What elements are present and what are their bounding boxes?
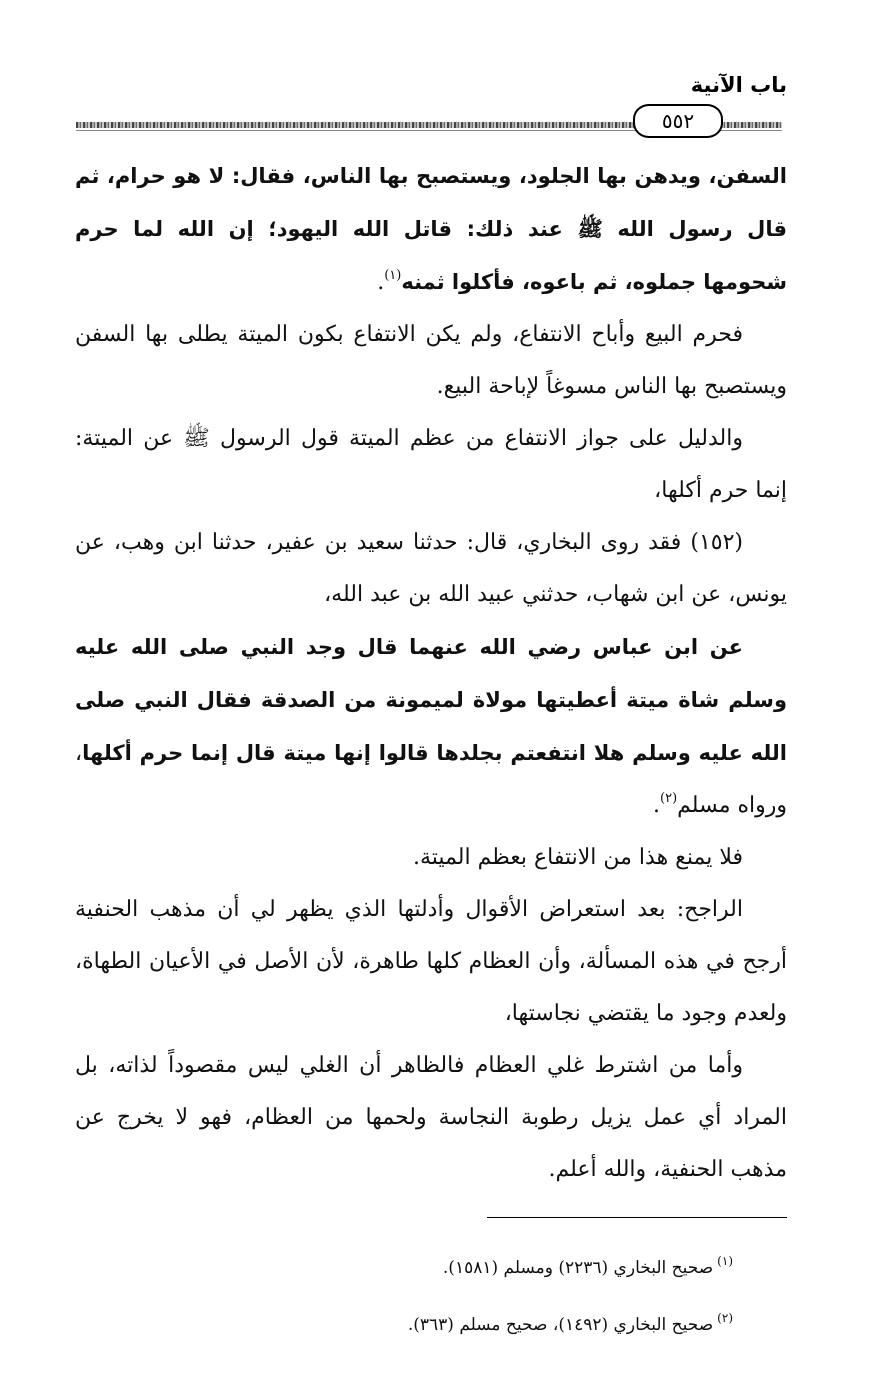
running-head: باب الآنية — [690, 73, 787, 97]
footnote-1 — [133, 1236, 733, 1293]
paragraph-tail-end: . — [653, 793, 661, 818]
page-number: ٥٥٢ — [633, 104, 723, 138]
paragraph-no-prohibition: فلا يمنع هذا من الانتفاع بعظم الميتة. — [413, 845, 743, 870]
paragraph-hadith-ibn-abbas — [75, 621, 787, 832]
footnote-rule — [487, 1217, 787, 1218]
hadith-text-bold: السفن، ويدهن بها الجلود، ويستصبح بها الناس، فقال: لا هو حرام، ثم قال رسول الله ﷺ عند ذلك: قاتل الله اليهود؛ إن الله لما حرم شحومها جملوه، ثم باعوه، فأكلوا ثمنه — [75, 164, 787, 294]
paragraph-preferred-view: الراجح: بعد استعراض الأقوال وأدلتها الذي يظهر لي أن مذهب الحنفية أرجح في هذه المسألة، وأن العظام كلها طاهرة، لأن الأصل في الأعيان الطهاة، ولعدم وجود ما يقتضي نجاستها، — [75, 897, 787, 1026]
paragraph-boiling-bones: وأما من اشترط غلي العظام فالظاهر أن الغلي ليس مقصوداً لذاته، بل المراد أي عمل يزيل رطوبة النجاسة ولحمها من العظام، فهو لا يخرج عن مذهب الحنفية، والله أعلم. — [75, 1053, 787, 1182]
footnote-text: صحيح البخاري (٢٢٣٦) ومسلم (١٥٨١). — [442, 1258, 714, 1278]
paragraph-evidence: والدليل على جواز الانتفاع من عظم الميتة قول الرسول ﷺ عن الميتة: إنما حرم أكلها، — [75, 426, 787, 503]
footnote-text: صحيح البخاري (١٤٩٢)، صحيح مسلم (٣٦٣). — [407, 1315, 714, 1335]
footnote-number: (٢) — [717, 1311, 733, 1325]
main-text — [75, 150, 787, 1196]
paragraph-tail: ، ورواه مسلم — [75, 741, 787, 818]
footnotes — [133, 1236, 733, 1350]
paragraph-isnad: (١٥٢) فقد روى البخاري، قال: حدثنا سعيد بن عفير، حدثنا ابن وهب، عن يونس، عن ابن شهاب، حدثني عبيد الله بن عبد الله، — [75, 530, 787, 607]
footnote-ref-1: (١) — [384, 268, 402, 283]
hadith-text-bold: عن ابن عباس رضي الله عنهما قال وجد النبي صلى الله عليه وسلم شاة ميتة أعطيتها مولاة لميمونة من الصدقة فقال النبي صلى الله عليه وسلم هلا انتفعتم بجلدها قالوا إنها ميتة قال إنما حرم أكلها — [75, 635, 787, 765]
paragraph-tail: . — [377, 270, 385, 295]
footnote-2 — [133, 1293, 733, 1350]
footnote-number: (١) — [717, 1254, 733, 1268]
paragraph-sale-forbidden: فحرم البيع وأباح الانتفاع، ولم يكن الانتفاع بكون الميتة يطلى بها السفن ويستصبح بها الناس مسوغاً لإباحة البيع. — [75, 322, 787, 399]
footnote-ref-2: (٢) — [660, 791, 678, 806]
paragraph-hadith-continued — [75, 150, 787, 309]
